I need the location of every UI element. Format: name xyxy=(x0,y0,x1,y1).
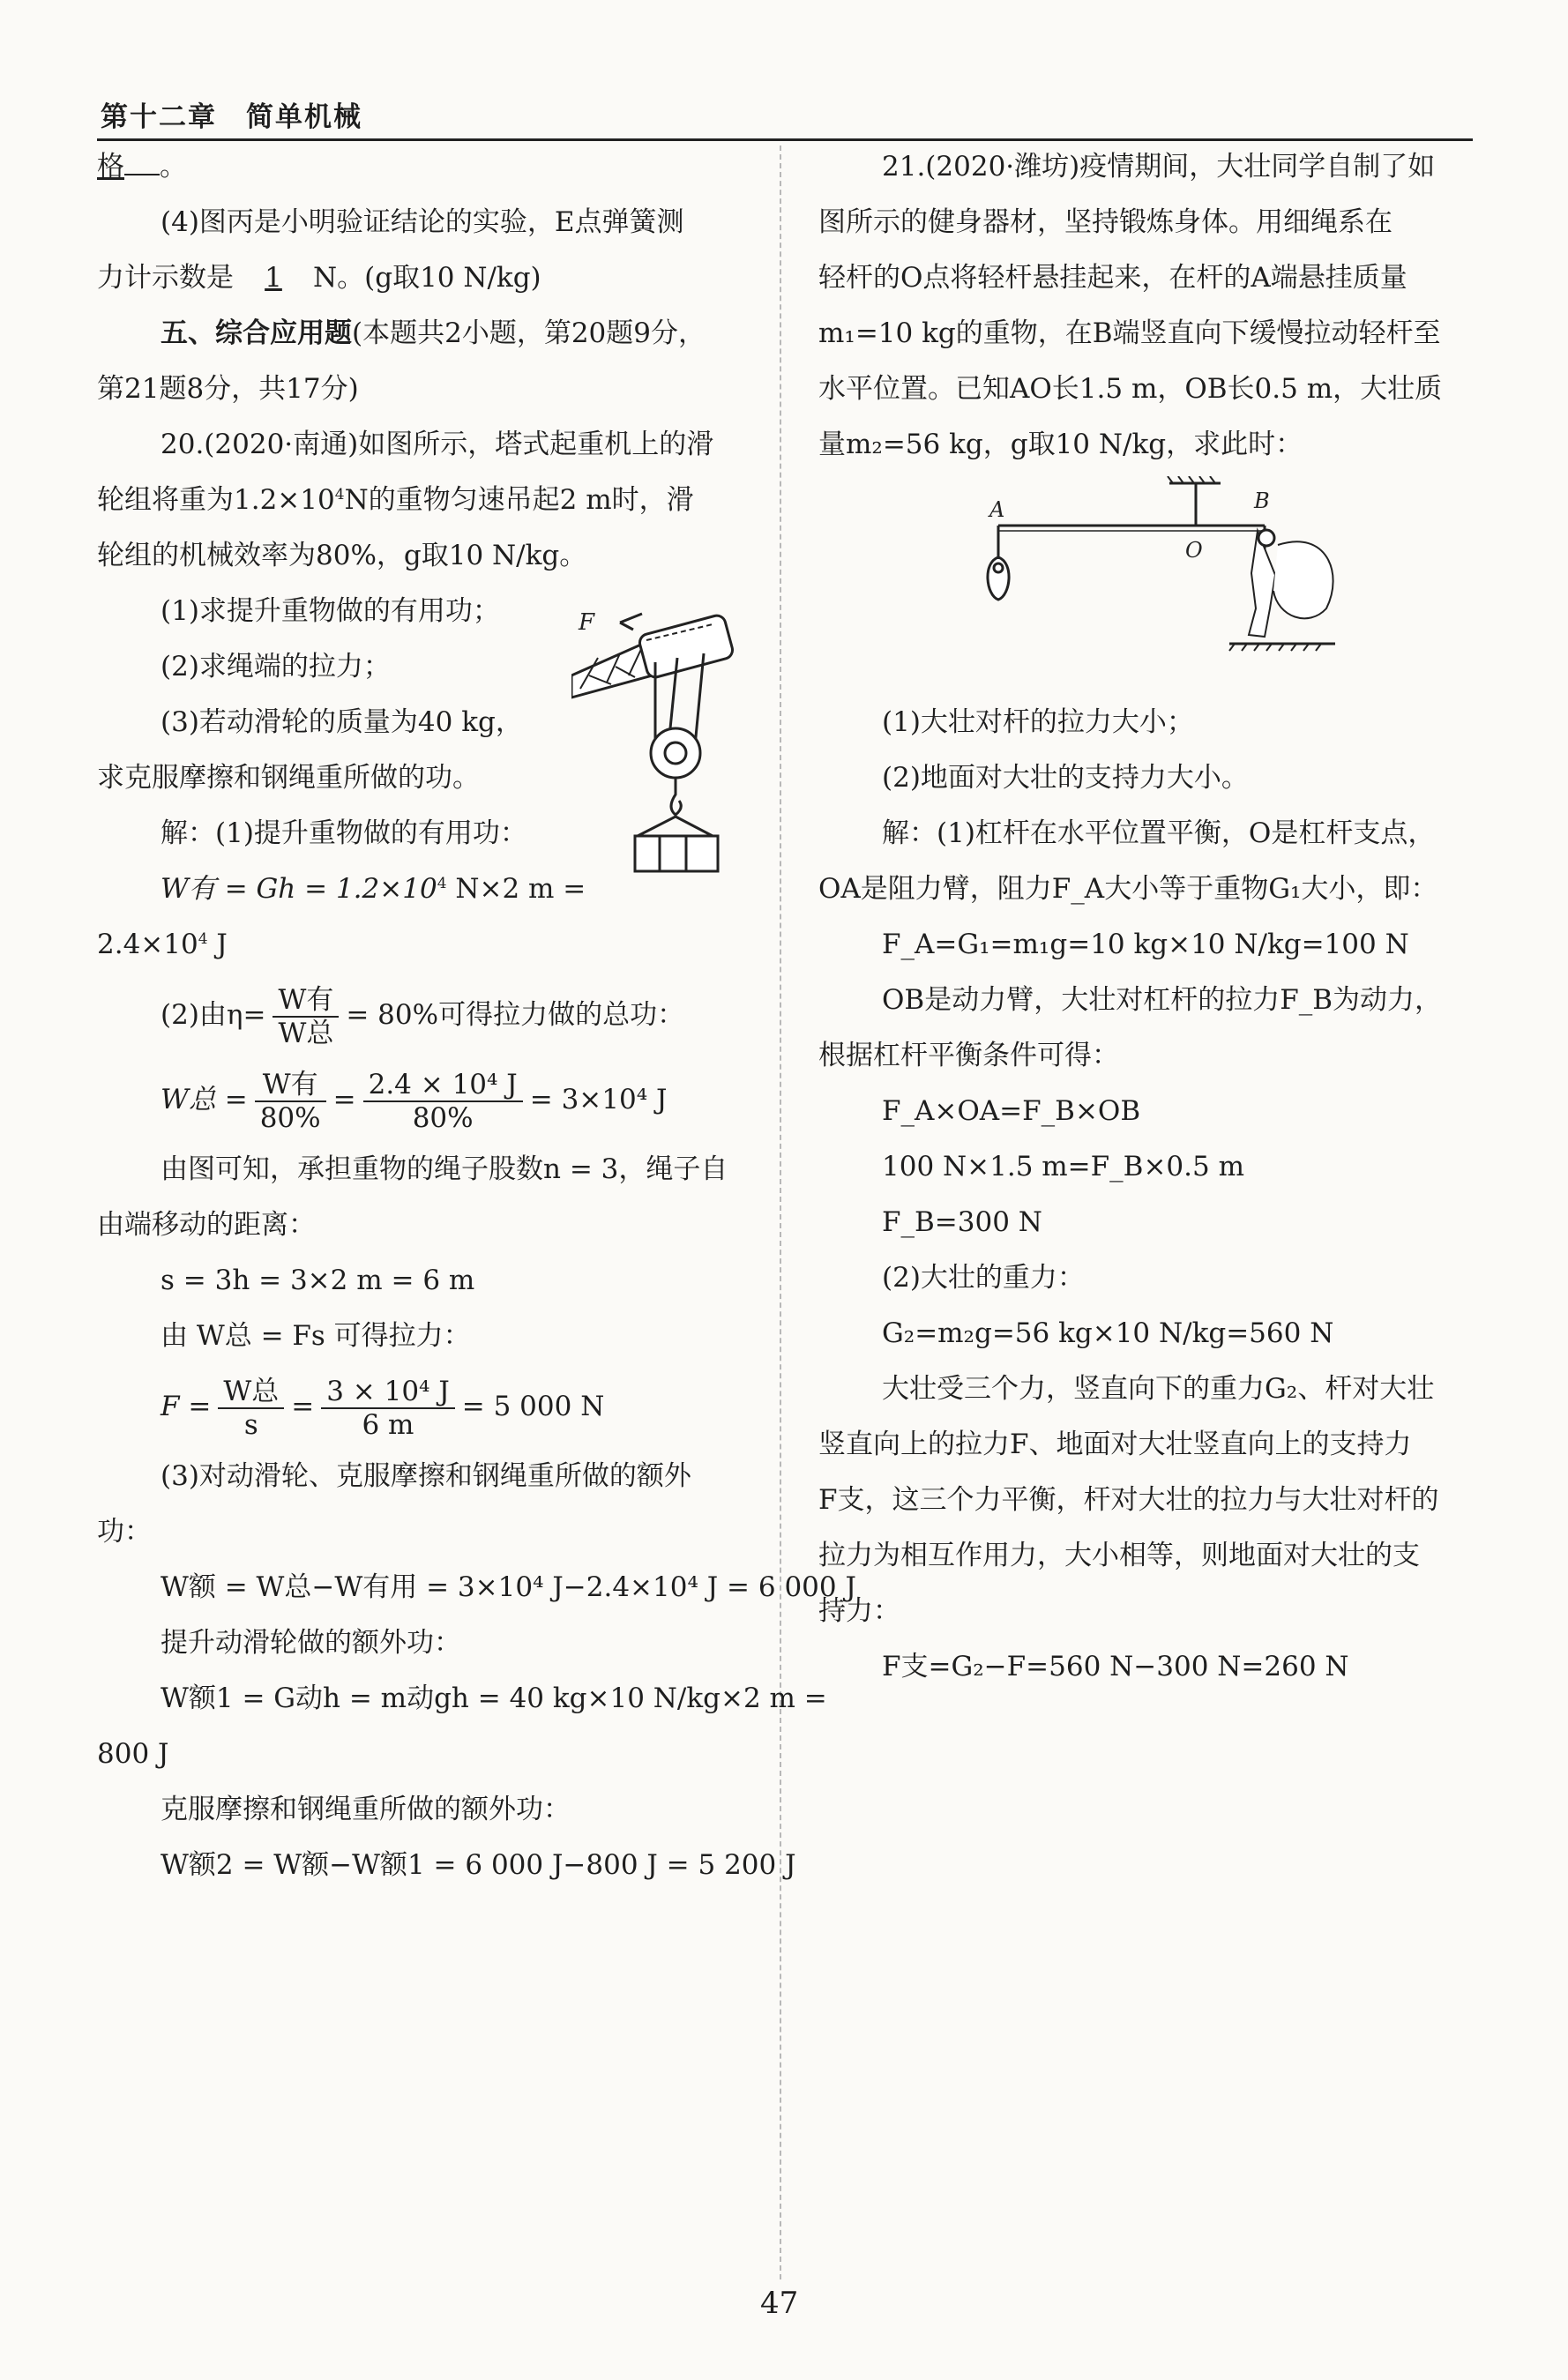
formula-line: $2.4\times 10^4$ J xyxy=(97,929,228,960)
solution-line: 解：(1)提升重物做的有用功： xyxy=(161,817,527,849)
formula-line: G₂=m₂g=56 kg×10 N/kg=560 N xyxy=(882,1317,1334,1349)
subquestion: (2)求绳端的拉力； xyxy=(161,651,391,683)
text-line: 轻杆的O点将轻杆悬挂起来，在杆的A端悬挂质量 xyxy=(818,262,1407,294)
answer-blank: 1 xyxy=(265,262,282,294)
formula-line: W额 = W总−W有用 = 3×10⁴ J−2.4×10⁴ J = 6 000 J xyxy=(161,1571,856,1603)
fraction: $\frac{\text{W有}}{\text{W总}}$ xyxy=(273,984,339,1049)
text-line: m₁=10 kg的重物，在B端竖直向下缓慢拉动轻杆至 xyxy=(818,317,1441,349)
text-line: 提升动滑轮做的额外功： xyxy=(161,1627,461,1659)
text-line: 克服摩擦和钢绳重所做的额外功： xyxy=(161,1794,571,1825)
section-heading: 五、综合应用题(本题共2小题，第20题9分， xyxy=(161,317,706,349)
formula-line: F_A×OA=F_B×OB xyxy=(882,1095,1141,1127)
formula-line: F_A=G₁=m₁g=10 kg×10 N/kg=100 N xyxy=(882,929,1409,960)
text-line: 轮组的机械效率为80%，g取10 N/kg。 xyxy=(97,540,587,571)
page-header xyxy=(97,93,1473,141)
text-line: OB是动力臂，大壮对杠杆的拉力F_B为动力， xyxy=(882,984,1442,1016)
question-21: 21.(2020·潍坊)疫情期间，大壮同学自制了如 xyxy=(882,151,1436,183)
text-line: 量m₂=56 kg，g取10 N/kg，求此时： xyxy=(818,429,1303,460)
column-divider xyxy=(780,145,781,2279)
right-column xyxy=(818,139,1471,1695)
text-line: 求克服摩擦和钢绳重所做的功。 xyxy=(97,762,480,794)
formula-line: W有 = $Gh = 1.2\times 10^4$ N×2 m = xyxy=(161,873,586,905)
force-label-f: F xyxy=(579,609,595,636)
formula-line: s = 3h = 3×2 m = 6 m xyxy=(161,1265,475,1296)
text-line: 力计示数是 1 N。(g取10 N/kg) xyxy=(97,250,750,306)
left-column xyxy=(97,139,856,1893)
subquestion: (1)求提升重物做的有用功； xyxy=(161,595,500,627)
question-20: 20.(2020·南通)如图所示，塔式起重机上的滑 xyxy=(161,429,714,460)
text-line: 由端移动的距离： xyxy=(97,1209,316,1241)
chapter-title: 第十二章 简单机械 xyxy=(101,101,362,133)
subquestion: (1)大壮对杆的拉力大小； xyxy=(882,706,1194,738)
formula-line: 由 W总 = Fs 可得拉力： xyxy=(161,1320,471,1352)
text-line: (4)图丙是小明验证结论的实验，E点弹簧测 xyxy=(161,206,684,238)
formula-line: 100 N×1.5 m=F_B×0.5 m xyxy=(882,1151,1244,1183)
formula-line: F_B=300 N xyxy=(882,1206,1042,1238)
text-line: 水平位置。已知AO长1.5 m，OB长0.5 m，大壮质 xyxy=(818,373,1443,405)
fraction: $\frac{\text{W有}}{80\%}$ xyxy=(255,1069,326,1134)
text-line: 拉力为相互作用力，大小相等，则地面对大壮的支 xyxy=(818,1540,1420,1571)
text-line: 由图可知，承担重物的绳子股数n = 3，绳子自 xyxy=(161,1153,728,1185)
subquestion: (3)若动滑轮的质量为40 kg， xyxy=(161,706,523,738)
label-b: B xyxy=(1254,489,1270,513)
formula-line: 800 J xyxy=(97,1738,169,1770)
crane-pulley-figure xyxy=(571,605,748,887)
formula-line: W额1 = G动h = m动gh = 40 kg×10 N/kg×2 m = xyxy=(161,1682,827,1714)
page-number: 47 xyxy=(760,2286,799,2321)
text-line: 格 。 xyxy=(97,151,187,183)
text-line: F支，这三个力平衡，杆对大壮的拉力与大壮对杆的 xyxy=(818,1484,1439,1516)
label-o: O xyxy=(1185,538,1203,563)
formula-line: F = $\frac{\text{W总}}{s}$ = $\frac{\text{3 × 10⁴ J}}{6 m}$ = 5 000 N xyxy=(161,1375,605,1441)
formula-line: W总 = $\frac{\text{W有}}{80\%}$ = $\frac{\text{2.4 × 10⁴ J}}{80\%}$ = 3×10⁴ J xyxy=(161,1068,668,1134)
text-line: 功： xyxy=(97,1516,152,1548)
formula-line: F支=G₂−F=560 N−300 N=260 N xyxy=(882,1651,1349,1682)
fraction: $\frac{\text{2.4 × 10⁴ J}}{80\%}$ xyxy=(363,1069,523,1134)
text-line: 大壮受三个力，竖直向下的重力G₂、杆对大壮 xyxy=(882,1373,1435,1405)
subquestion: (2)地面对大壮的支持力大小。 xyxy=(882,762,1249,794)
fraction: $\frac{\text{3 × 10⁴ J}}{6 m}$ xyxy=(321,1376,455,1441)
text-line: (2)大壮的重力： xyxy=(882,1262,1085,1294)
text-line: 轮组将重为$1.2\times 10^4N$的重物匀速吊起2 m时，滑 xyxy=(97,484,694,516)
formula-line: W额2 = W额−W额1 = 6 000 J−800 J = 5 200 J xyxy=(161,1849,796,1881)
text-line: (3)对动滑轮、克服摩擦和钢绳重所做的额外 xyxy=(161,1460,691,1492)
text-line: 持力： xyxy=(818,1595,900,1627)
formula-line: (2)由η= $\frac{\text{W有}}{\text{W总}}$ = 80%可得拉力做的总功： xyxy=(161,983,685,1049)
label-a: A xyxy=(989,497,1005,522)
solution-line: 解：(1)杠杆在水平位置平衡，O是杠杆支点， xyxy=(882,817,1436,849)
text-line: 图所示的健身器材，坚持锻炼身体。用细绳系在 xyxy=(818,206,1393,238)
lever-figure xyxy=(974,476,1344,661)
text-line: 根据杠杆平衡条件可得： xyxy=(818,1040,1119,1071)
text-line: 第21题8分，共17分) xyxy=(97,373,359,405)
fraction: $\frac{\text{W总}}{s}$ xyxy=(218,1376,284,1441)
text-line: 竖直向上的拉力F、地面对大壮竖直向上的支持力 xyxy=(818,1429,1412,1460)
text-line: OA是阻力臂，阻力F_A大小等于重物G₁大小，即： xyxy=(818,873,1438,905)
